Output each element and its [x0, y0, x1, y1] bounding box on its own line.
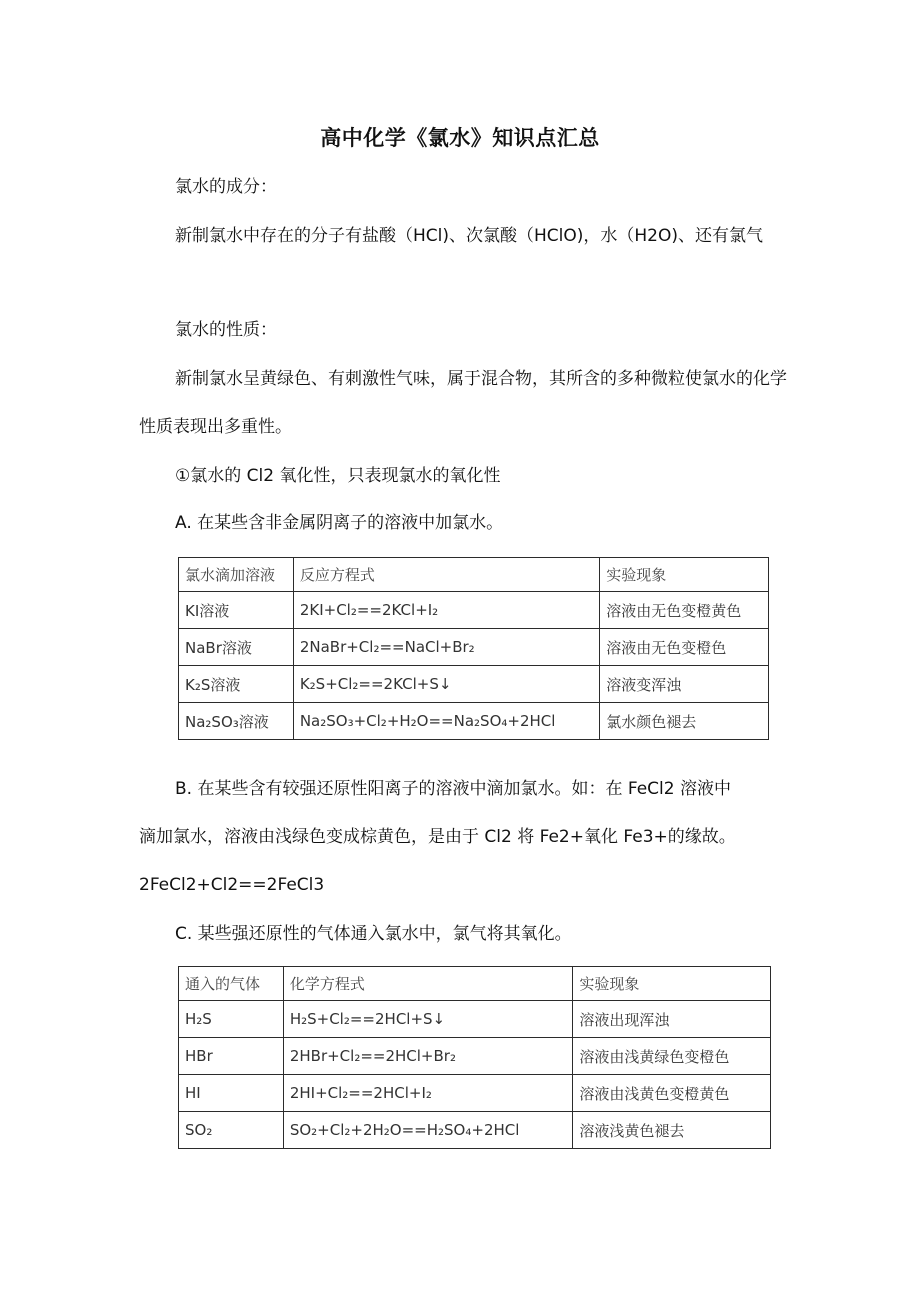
table-cell: 溶液变浑浊	[600, 666, 769, 703]
table-cell: 2NaBr+Cl₂==NaCl+Br₂	[293, 629, 599, 666]
table-c	[178, 966, 771, 1149]
table-row	[179, 666, 769, 703]
table-cell: H₂S+Cl₂==2HCl+S↓	[283, 1001, 573, 1038]
section-a-heading: A. 在某些含非金属阴离子的溶液中加氯水。	[175, 513, 504, 533]
table-cell: HBr	[179, 1038, 284, 1075]
properties-heading: 氯水的性质：	[175, 320, 277, 340]
table-row	[179, 629, 769, 666]
table-row	[179, 1038, 771, 1075]
page-title: 高中化学《氯水》知识点汇总	[320, 126, 600, 150]
composition-heading: 氯水的成分：	[175, 177, 277, 197]
table-cell: 溶液由浅黄绿色变橙色	[573, 1038, 771, 1075]
table-cell: 2HBr+Cl₂==2HCl+Br₂	[283, 1038, 573, 1075]
table-cell: Na₂SO₃溶液	[179, 703, 294, 740]
table-cell: 溶液由无色变橙色	[600, 629, 769, 666]
table-c-header-cell: 通入的气体	[179, 967, 284, 1001]
table-a-header-row	[179, 558, 769, 592]
properties-paragraph: 新制氯水呈黄绿色、有刺激性气味，属于混合物，其所含的多种微粒使氯水的化学性质表现出多重性。	[139, 369, 787, 437]
composition-paragraph: 新制氯水中存在的分子有盐酸（HCl)、次氯酸（HClO)，水（H2O)、还有氯气	[175, 226, 764, 246]
table-cell: NaBr溶液	[179, 629, 294, 666]
table-a	[178, 557, 769, 740]
table-cell: 溶液由浅黄色变橙黄色	[573, 1075, 771, 1112]
table-cell: 2HI+Cl₂==2HCl+I₂	[283, 1075, 573, 1112]
table-cell: 溶液浅黄色褪去	[573, 1112, 771, 1149]
table-c-header-row	[179, 967, 771, 1001]
table-cell: Na₂SO₃+Cl₂+H₂O==Na₂SO₄+2HCl	[293, 703, 599, 740]
table-cell: 溶液由无色变橙黄色	[600, 592, 769, 629]
table-row	[179, 703, 769, 740]
table-row	[179, 1112, 771, 1149]
table-cell: SO₂+Cl₂+2H₂O==H₂SO₄+2HCl	[283, 1112, 573, 1149]
table-cell: 2KI+Cl₂==2KCl+I₂	[293, 592, 599, 629]
table-cell: 溶液出现浑浊	[573, 1001, 771, 1038]
table-c-header-cell: 化学方程式	[283, 967, 573, 1001]
point-1-heading: ①氯水的 Cl2 氧化性，只表现氯水的氧化性	[175, 466, 501, 486]
table-cell: 氯水颜色褪去	[600, 703, 769, 740]
section-b-line-2: 滴加氯水，溶液由浅绿色变成棕黄色，是由于 Cl2 将 Fe2+氧化 Fe3+的缘故。	[139, 827, 736, 847]
section-b-equation: 2FeCl2+Cl2==2FeCl3	[139, 875, 325, 895]
table-cell: KI溶液	[179, 592, 294, 629]
section-c-heading: C. 某些强还原性的气体通入氯水中，氯气将其氧化。	[175, 924, 572, 944]
table-row	[179, 592, 769, 629]
section-b-line-1: B. 在某些含有较强还原性阳离子的溶液中滴加氯水。如：在 FeCl2 溶液中	[175, 779, 731, 799]
table-cell: HI	[179, 1075, 284, 1112]
table-c-header-cell: 实验现象	[573, 967, 771, 1001]
table-cell: H₂S	[179, 1001, 284, 1038]
table-cell: SO₂	[179, 1112, 284, 1149]
table-row	[179, 1001, 771, 1038]
table-a-header-cell: 实验现象	[600, 558, 769, 592]
table-a-header-cell: 氯水滴加溶液	[179, 558, 294, 592]
table-row	[179, 1075, 771, 1112]
table-a-header-cell: 反应方程式	[293, 558, 599, 592]
table-cell: K₂S溶液	[179, 666, 294, 703]
table-cell: K₂S+Cl₂==2KCl+S↓	[293, 666, 599, 703]
